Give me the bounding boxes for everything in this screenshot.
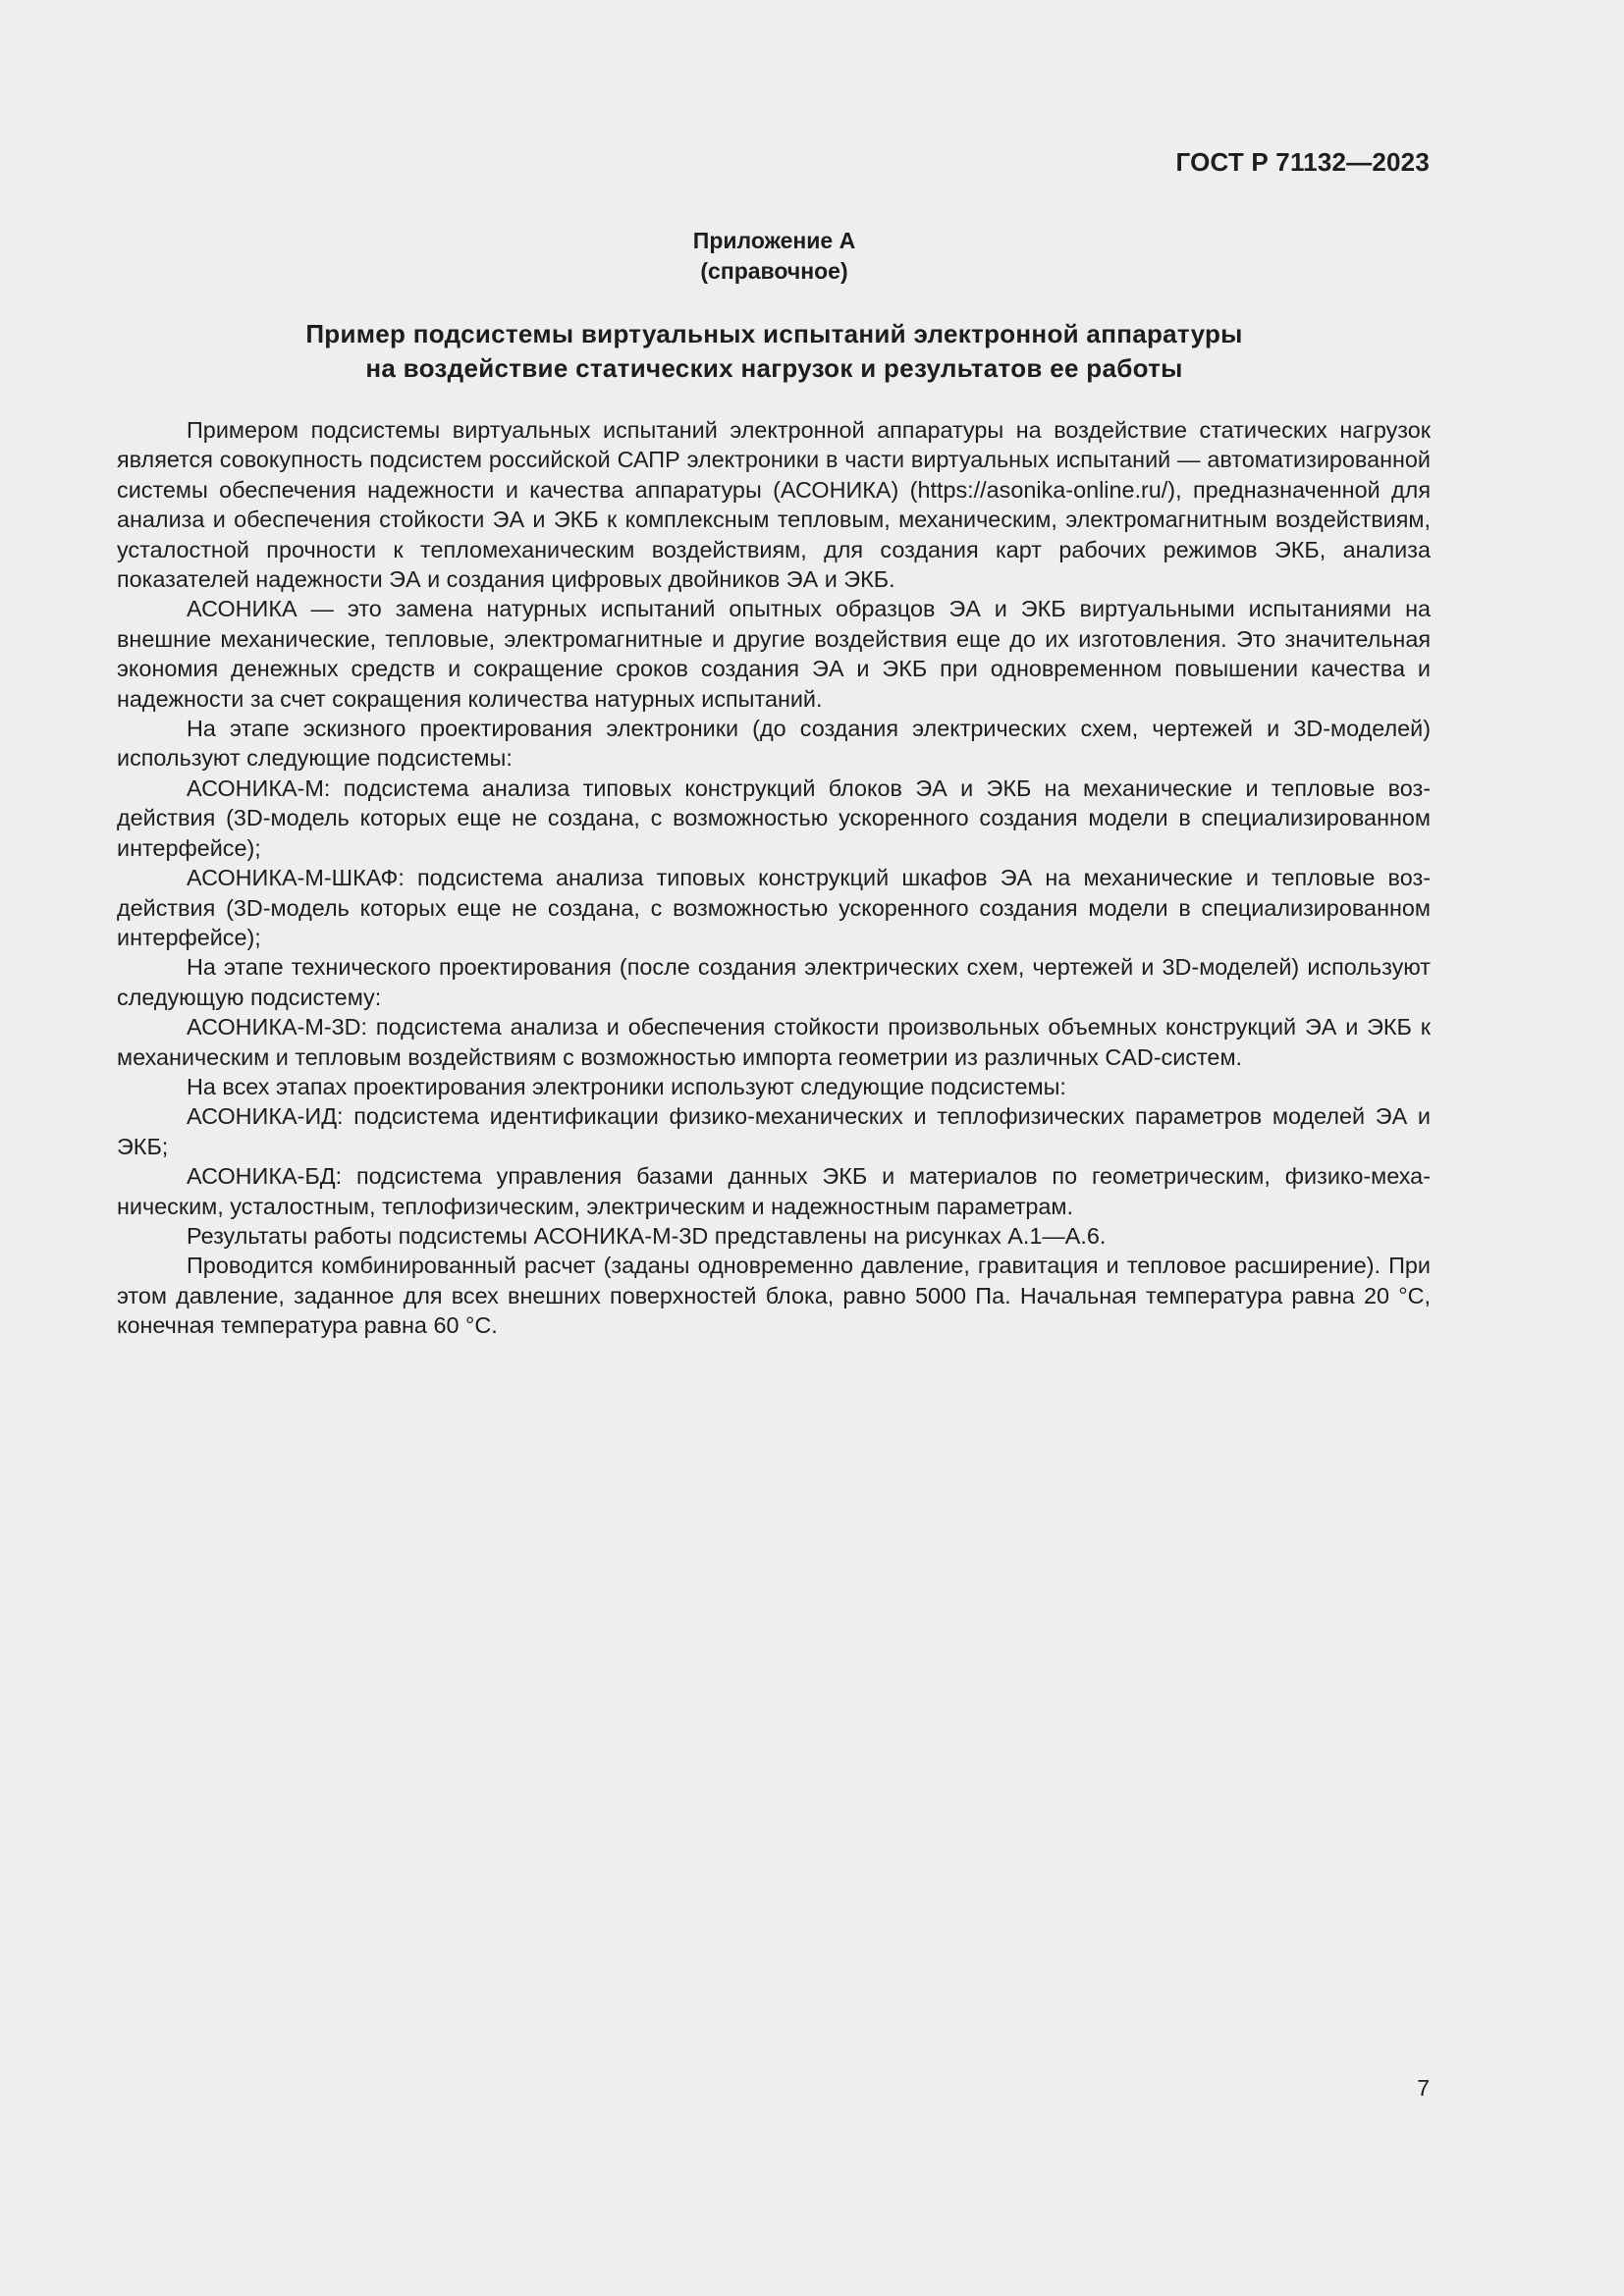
paragraph: АСОНИКА-М-ШКАФ: подсистема анализа типовых конструкций шкафов ЭА на механические и тепловые воздействия (3D-модель которых еще не создана, с возможностью ускоренного создания модели в специализированном интерфейсе); xyxy=(117,865,1431,950)
appendix-heading xyxy=(0,226,1548,287)
page-number: 7 xyxy=(1417,2075,1430,2101)
appendix-title xyxy=(0,317,1548,386)
paragraph: АСОНИКА-М-3D: подсистема анализа и обеспечения стойкости произвольных объемных конструкций ЭА и ЭКБ к механическим и тепловым воздействиям с возможностью импорта геометрии из различных CAD-систем. xyxy=(117,1014,1431,1070)
appendix-label: Приложение А xyxy=(692,228,856,253)
appendix-kind: (справочное) xyxy=(700,258,848,284)
paragraph: АСОНИКА — это замена натурных испытаний опытных образцов ЭА и ЭКБ виртуальными испытаниями на внешние механические, тепловые, электромагнитные и другие воздействия еще до их изготовления. Это значительная экономия денежных средств и сокращение сроков создания ЭА и ЭКБ при одновременном повышении качества и надежности за счет сокращения количества натурных испытаний. xyxy=(117,596,1431,712)
body-text xyxy=(117,415,1431,1341)
paragraph: АСОНИКА-ИД: подсистема идентификации физико-механических и теплофизических параметров моделей ЭА и ЭКБ; xyxy=(117,1103,1431,1159)
paragraph: Примером подсистемы виртуальных испытаний электронной аппаратуры на воздействие статических нагрузок является совокупность подсистем российской САПР электроники в части виртуальных испытаний — автоматизированной системы обеспечения надежности и качества аппаратуры (АСОНИКА) (https://asonika-online.​ru/), предназначенной для анализа и обеспечения стойкости ЭА и ЭКБ к комплексным тепловым, механическим, электромагнитным воздействиям, усталостной прочности к тепломеханическим воздействиям, для создания карт рабочих режимов ЭКБ, анализа показателей надежности ЭА и создания цифровых двойников ЭА и ЭКБ. xyxy=(117,417,1431,593)
paragraph: На всех этапах проектирования электроники используют следующие подсистемы: xyxy=(187,1073,1066,1099)
appendix-title-line-1: Пример подсистемы виртуальных испытаний электронной аппаратуры xyxy=(305,319,1243,348)
document-code: ГОСТ Р 71132—2023 xyxy=(1175,147,1430,177)
paragraph: АСОНИКА-БД: подсистема управления базами данных ЭКБ и материалов по геометрическим, физико-механическим, усталостным, теплофизическим, электрическим и надежностным параметрам. xyxy=(117,1163,1431,1219)
paragraph: Результаты работы подсистемы АСОНИКА-М-3D представлены на рисунках А.1—А.6. xyxy=(187,1222,1107,1249)
paragraph: АСОНИКА-М: подсистема анализа типовых конструкций блоков ЭА и ЭКБ на механические и тепловые воздействия (3D-модель которых еще не создана, с возможностью ускоренного создания модели в специализированном интерфейсе); xyxy=(117,774,1431,861)
paragraph: На этапе технического проектирования (после создания электрических схем, чертежей и 3D-моделей) используют следующую подсистему: xyxy=(117,954,1431,1010)
paragraph: Проводится комбинированный расчет (заданы одновременно давление, гравитация и тепловое расширение). При этом давление, заданное для всех внешних поверхностей блока, равно 5000 Па. Начальная температура равна 20 °С, конечная температура равна 60 °С. xyxy=(117,1253,1431,1339)
paragraph: На этапе эскизного проектирования электроники (до создания электрических схем, чертежей и 3D-моделей) используют следующие подсистемы: xyxy=(117,716,1431,772)
appendix-title-line-2: на воздействие статических нагрузок и результатов ее работы xyxy=(365,353,1183,383)
